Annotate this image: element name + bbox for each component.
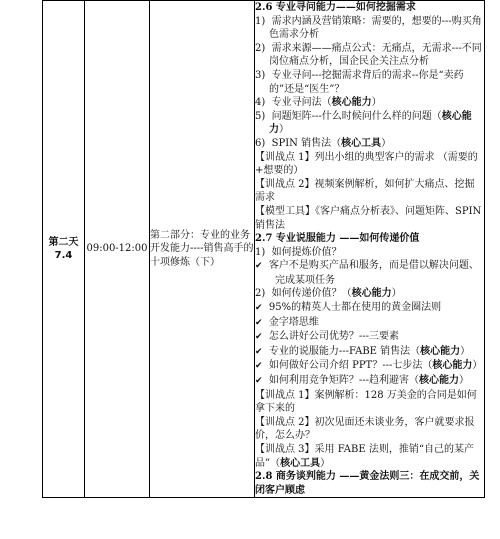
training-point: 【训战点 3】采用 FABE 法则，推销“自己的某产品”（核心工具）: [255, 444, 474, 469]
training-point: 【训战点 1】案例解析：128 万美金的合同是如何拿下来的: [255, 389, 477, 415]
content-cell: [255, 1, 485, 498]
time-cell: 09:00-12:00: [85, 1, 150, 498]
check-icon: ✔: [255, 303, 263, 314]
schedule-table: [42, 0, 485, 498]
list-item: 1) 需求内涵及营销策略：需要的，想要的---购买角色需求分析: [255, 15, 482, 41]
check-icon: ✔: [255, 376, 263, 387]
section-2-7-title: 2.7 专业说服能力 ——如何传递价值: [255, 233, 420, 245]
check-icon: ✔: [255, 317, 263, 328]
list-item: ✔ 如何利用竞争矩阵？---趋利避害（核心能力）: [255, 375, 470, 387]
list-item: 5) 问题矩阵---什么时候问什么样的问题（核心能力）: [255, 110, 472, 136]
day-label: 第二天: [48, 236, 79, 248]
part-cell: 第二部分：专业的业务开发能力----销售高手的十项修炼（下）: [150, 1, 255, 498]
list-item: 1) 如何提炼价值？: [255, 246, 342, 258]
day-date: 7.4: [54, 250, 73, 262]
check-icon: ✔: [255, 346, 263, 357]
list-item: 4) 专业寻问法（核心能力）: [255, 97, 382, 109]
list-item: ✔ 客户不是购买产品和服务，而是借以解决问题、完成某项任务: [255, 260, 479, 286]
list-item: ✔ 怎么讲好公司优势？---三要素: [255, 331, 400, 343]
list-item: ✔ 专业的说服能力---FABE 销售法（核心能力）: [255, 345, 471, 357]
section-2-8-title: 2.8 商务谈判能力 ——黄金法则三：在成交前，关闭客户顾虑: [255, 471, 480, 496]
list-item: 2) 需求来源——痛点公式：无痛点，无需求---不同岗位痛点分析，国企民企关注点分析: [255, 42, 482, 68]
model-tools: 【模型工具】《客户痛点分析表》、问题矩阵、SPIN 销售法: [255, 205, 482, 231]
list-item: 2) 如何传递价值？（核心能力）: [255, 288, 402, 300]
training-point: 【训战点 1】列出小组的典型客户的需求 （需要的+想要的）: [255, 151, 478, 177]
training-point: 【训战点 2】视频案例解析，如何扩大痛点、挖掘需求: [255, 178, 475, 204]
list-item: 6) SPIN 销售法（核心工具）: [255, 137, 392, 149]
list-item: ✔ 如何做好公司介绍 PPT？---七步法（核心能力）: [255, 360, 483, 372]
section-2-6-title: 2.6 专业寻问能力——如何挖掘需求: [255, 2, 416, 13]
list-item: ✔ 金字塔思维: [255, 316, 319, 328]
list-item: ✔ 95%的精英人士都在使用的黄金圈法则: [255, 302, 442, 314]
day-cell: [43, 1, 85, 498]
check-icon: ✔: [255, 261, 263, 272]
check-icon: ✔: [255, 361, 263, 372]
training-point: 【训战点 2】初次见面还未谈业务，客户就要求报价，怎么办？: [255, 416, 475, 442]
check-icon: ✔: [255, 332, 263, 343]
table-row: [43, 1, 485, 498]
list-item: 3) 专业寻问---挖掘需求背后的需求--你是“卖药的”还是“医生”？: [255, 69, 464, 95]
